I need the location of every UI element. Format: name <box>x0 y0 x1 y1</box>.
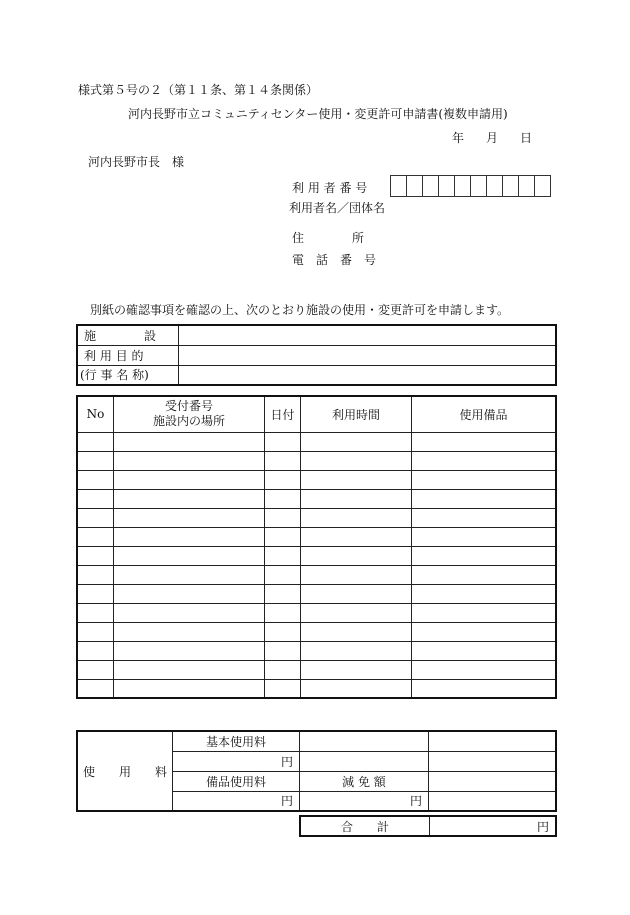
row-equipment-cell[interactable] <box>412 641 557 660</box>
fee-blank-cell[interactable] <box>300 731 429 751</box>
event-value[interactable] <box>179 365 557 385</box>
row-date-cell[interactable] <box>265 565 301 584</box>
row-no-cell[interactable] <box>77 451 114 470</box>
row-equipment-cell[interactable] <box>412 508 557 527</box>
row-time-cell[interactable] <box>301 584 412 603</box>
user-number-digit[interactable] <box>503 176 519 197</box>
purpose-label: 利 用 目 的 <box>77 345 179 365</box>
user-number-digit[interactable] <box>487 176 503 197</box>
fee-blank-cell[interactable] <box>429 771 557 791</box>
row-equipment-cell[interactable] <box>412 660 557 679</box>
row-receipt-cell[interactable] <box>114 622 265 641</box>
reduction-label: 減 免 額 <box>300 771 429 791</box>
row-date-cell[interactable] <box>265 660 301 679</box>
row-time-cell[interactable] <box>301 679 412 698</box>
row-time-cell[interactable] <box>301 565 412 584</box>
user-number-boxes[interactable] <box>390 175 551 197</box>
table-row <box>77 660 556 679</box>
date-year-label: 年 <box>452 131 465 145</box>
row-receipt-cell[interactable] <box>114 679 265 698</box>
row-date-cell[interactable] <box>265 546 301 565</box>
row-no-cell[interactable] <box>77 508 114 527</box>
total-table <box>299 815 557 837</box>
table-row <box>77 584 556 603</box>
row-no-cell[interactable] <box>77 565 114 584</box>
col-date-header: 日付 <box>265 396 301 432</box>
row-date-cell[interactable] <box>265 470 301 489</box>
row-equipment-cell[interactable] <box>412 470 557 489</box>
table-row <box>77 489 556 508</box>
fee-label: 使 用 料 <box>77 731 173 811</box>
row-receipt-cell[interactable] <box>114 546 265 565</box>
row-time-cell[interactable] <box>301 432 412 451</box>
row-date-cell[interactable] <box>265 489 301 508</box>
user-number-digit[interactable] <box>407 176 423 197</box>
col-receipt-line1: 受付番号 <box>164 399 213 414</box>
basic-fee-label: 基本使用料 <box>173 731 300 751</box>
fee-blank-cell[interactable] <box>429 731 557 751</box>
basic-fee-yen[interactable]: 円 <box>173 751 300 771</box>
table-row <box>77 451 556 470</box>
user-number-digit[interactable] <box>439 176 455 197</box>
event-label: (行 事 名 称) <box>77 365 179 385</box>
row-no-cell[interactable] <box>77 660 114 679</box>
col-equipment-header: 使用備品 <box>412 396 557 432</box>
row-receipt-cell[interactable] <box>114 527 265 546</box>
user-number-label: 利 用 者 番 号 <box>292 181 368 195</box>
row-receipt-cell[interactable] <box>114 565 265 584</box>
table-row <box>77 679 556 698</box>
form-title: 河内長野市立コミュニティセンター使用・変更許可申請書(複数申請用) <box>128 107 508 121</box>
facility-table <box>76 324 557 386</box>
table-row <box>77 527 556 546</box>
phone-label: 電 話 番 号 <box>292 253 377 267</box>
row-equipment-cell[interactable] <box>412 527 557 546</box>
table-row <box>77 641 556 660</box>
row-time-cell[interactable] <box>301 489 412 508</box>
row-date-cell[interactable] <box>265 622 301 641</box>
addressee: 河内長野市長 様 <box>88 155 185 169</box>
table-row <box>77 565 556 584</box>
date-month-label: 月 <box>486 131 499 145</box>
table-row <box>77 603 556 622</box>
reduction-yen[interactable]: 円 <box>300 791 429 811</box>
statement: 別紙の確認事項を確認の上、次のとおり施設の使用・変更許可を申請します。 <box>90 303 510 317</box>
total-label: 合 計 <box>300 816 430 836</box>
row-no-cell[interactable] <box>77 489 114 508</box>
user-number-digit[interactable] <box>455 176 471 197</box>
fee-table <box>76 730 557 812</box>
table-row <box>77 508 556 527</box>
row-no-cell[interactable] <box>77 584 114 603</box>
row-receipt-cell[interactable] <box>114 603 265 622</box>
row-receipt-cell[interactable] <box>114 641 265 660</box>
row-receipt-cell[interactable] <box>114 489 265 508</box>
row-date-cell[interactable] <box>265 432 301 451</box>
row-time-cell[interactable] <box>301 641 412 660</box>
row-no-cell[interactable] <box>77 527 114 546</box>
fee-blank-cell[interactable] <box>300 751 429 771</box>
row-no-cell[interactable] <box>77 603 114 622</box>
facility-label: 施 設 <box>77 325 179 345</box>
user-number-digit[interactable] <box>535 176 551 197</box>
col-receipt-line2: 施設内の場所 <box>152 414 225 429</box>
row-receipt-cell[interactable] <box>114 451 265 470</box>
row-equipment-cell[interactable] <box>412 489 557 508</box>
row-receipt-cell[interactable] <box>114 660 265 679</box>
row-time-cell[interactable] <box>301 451 412 470</box>
row-time-cell[interactable] <box>301 546 412 565</box>
form-number: 様式第５号の２（第１１条、第１４条関係） <box>78 83 319 97</box>
row-time-cell[interactable] <box>301 527 412 546</box>
row-equipment-cell[interactable] <box>412 622 557 641</box>
row-no-cell[interactable] <box>77 470 114 489</box>
fee-blank-cell[interactable] <box>429 751 557 771</box>
row-receipt-cell[interactable] <box>114 508 265 527</box>
user-name-label: 利用者名／団体名 <box>289 201 386 215</box>
col-receipt-header <box>114 396 265 432</box>
address-label: 住 所 <box>292 231 365 245</box>
row-date-cell[interactable] <box>265 641 301 660</box>
row-date-cell[interactable] <box>265 584 301 603</box>
row-date-cell[interactable] <box>265 603 301 622</box>
row-equipment-cell[interactable] <box>412 679 557 698</box>
row-no-cell[interactable] <box>77 679 114 698</box>
row-no-cell[interactable] <box>77 641 114 660</box>
row-time-cell[interactable] <box>301 603 412 622</box>
row-no-cell[interactable] <box>77 546 114 565</box>
col-time-header: 利用時間 <box>301 396 412 432</box>
row-date-cell[interactable] <box>265 679 301 698</box>
row-time-cell[interactable] <box>301 660 412 679</box>
row-date-cell[interactable] <box>265 527 301 546</box>
row-no-cell[interactable] <box>77 432 114 451</box>
detail-table-body <box>77 432 556 698</box>
row-time-cell[interactable] <box>301 470 412 489</box>
table-row <box>77 622 556 641</box>
user-number-digit[interactable] <box>519 176 535 197</box>
table-row <box>77 432 556 451</box>
table-row <box>77 546 556 565</box>
row-time-cell[interactable] <box>301 508 412 527</box>
row-equipment-cell[interactable] <box>412 603 557 622</box>
user-number-digit[interactable] <box>391 176 407 197</box>
row-receipt-cell[interactable] <box>114 470 265 489</box>
row-date-cell[interactable] <box>265 508 301 527</box>
col-no-header: No <box>77 396 114 432</box>
row-equipment-cell[interactable] <box>412 546 557 565</box>
row-equipment-cell[interactable] <box>412 451 557 470</box>
table-row <box>77 470 556 489</box>
user-number-digit[interactable] <box>471 176 487 197</box>
purpose-value[interactable] <box>179 345 557 365</box>
row-receipt-cell[interactable] <box>114 584 265 603</box>
row-receipt-cell[interactable] <box>114 432 265 451</box>
row-equipment-cell[interactable] <box>412 432 557 451</box>
total-yen[interactable]: 円 <box>430 816 557 836</box>
row-equipment-cell[interactable] <box>412 584 557 603</box>
date-day-label: 日 <box>520 131 533 145</box>
row-date-cell[interactable] <box>265 451 301 470</box>
equipment-fee-yen[interactable]: 円 <box>173 791 300 811</box>
equipment-fee-label: 備品使用料 <box>173 771 300 791</box>
row-time-cell[interactable] <box>301 622 412 641</box>
detail-table <box>76 395 557 699</box>
row-no-cell[interactable] <box>77 622 114 641</box>
facility-value[interactable] <box>179 325 557 345</box>
fee-blank-cell[interactable] <box>429 791 557 811</box>
row-equipment-cell[interactable] <box>412 565 557 584</box>
user-number-digit[interactable] <box>423 176 439 197</box>
